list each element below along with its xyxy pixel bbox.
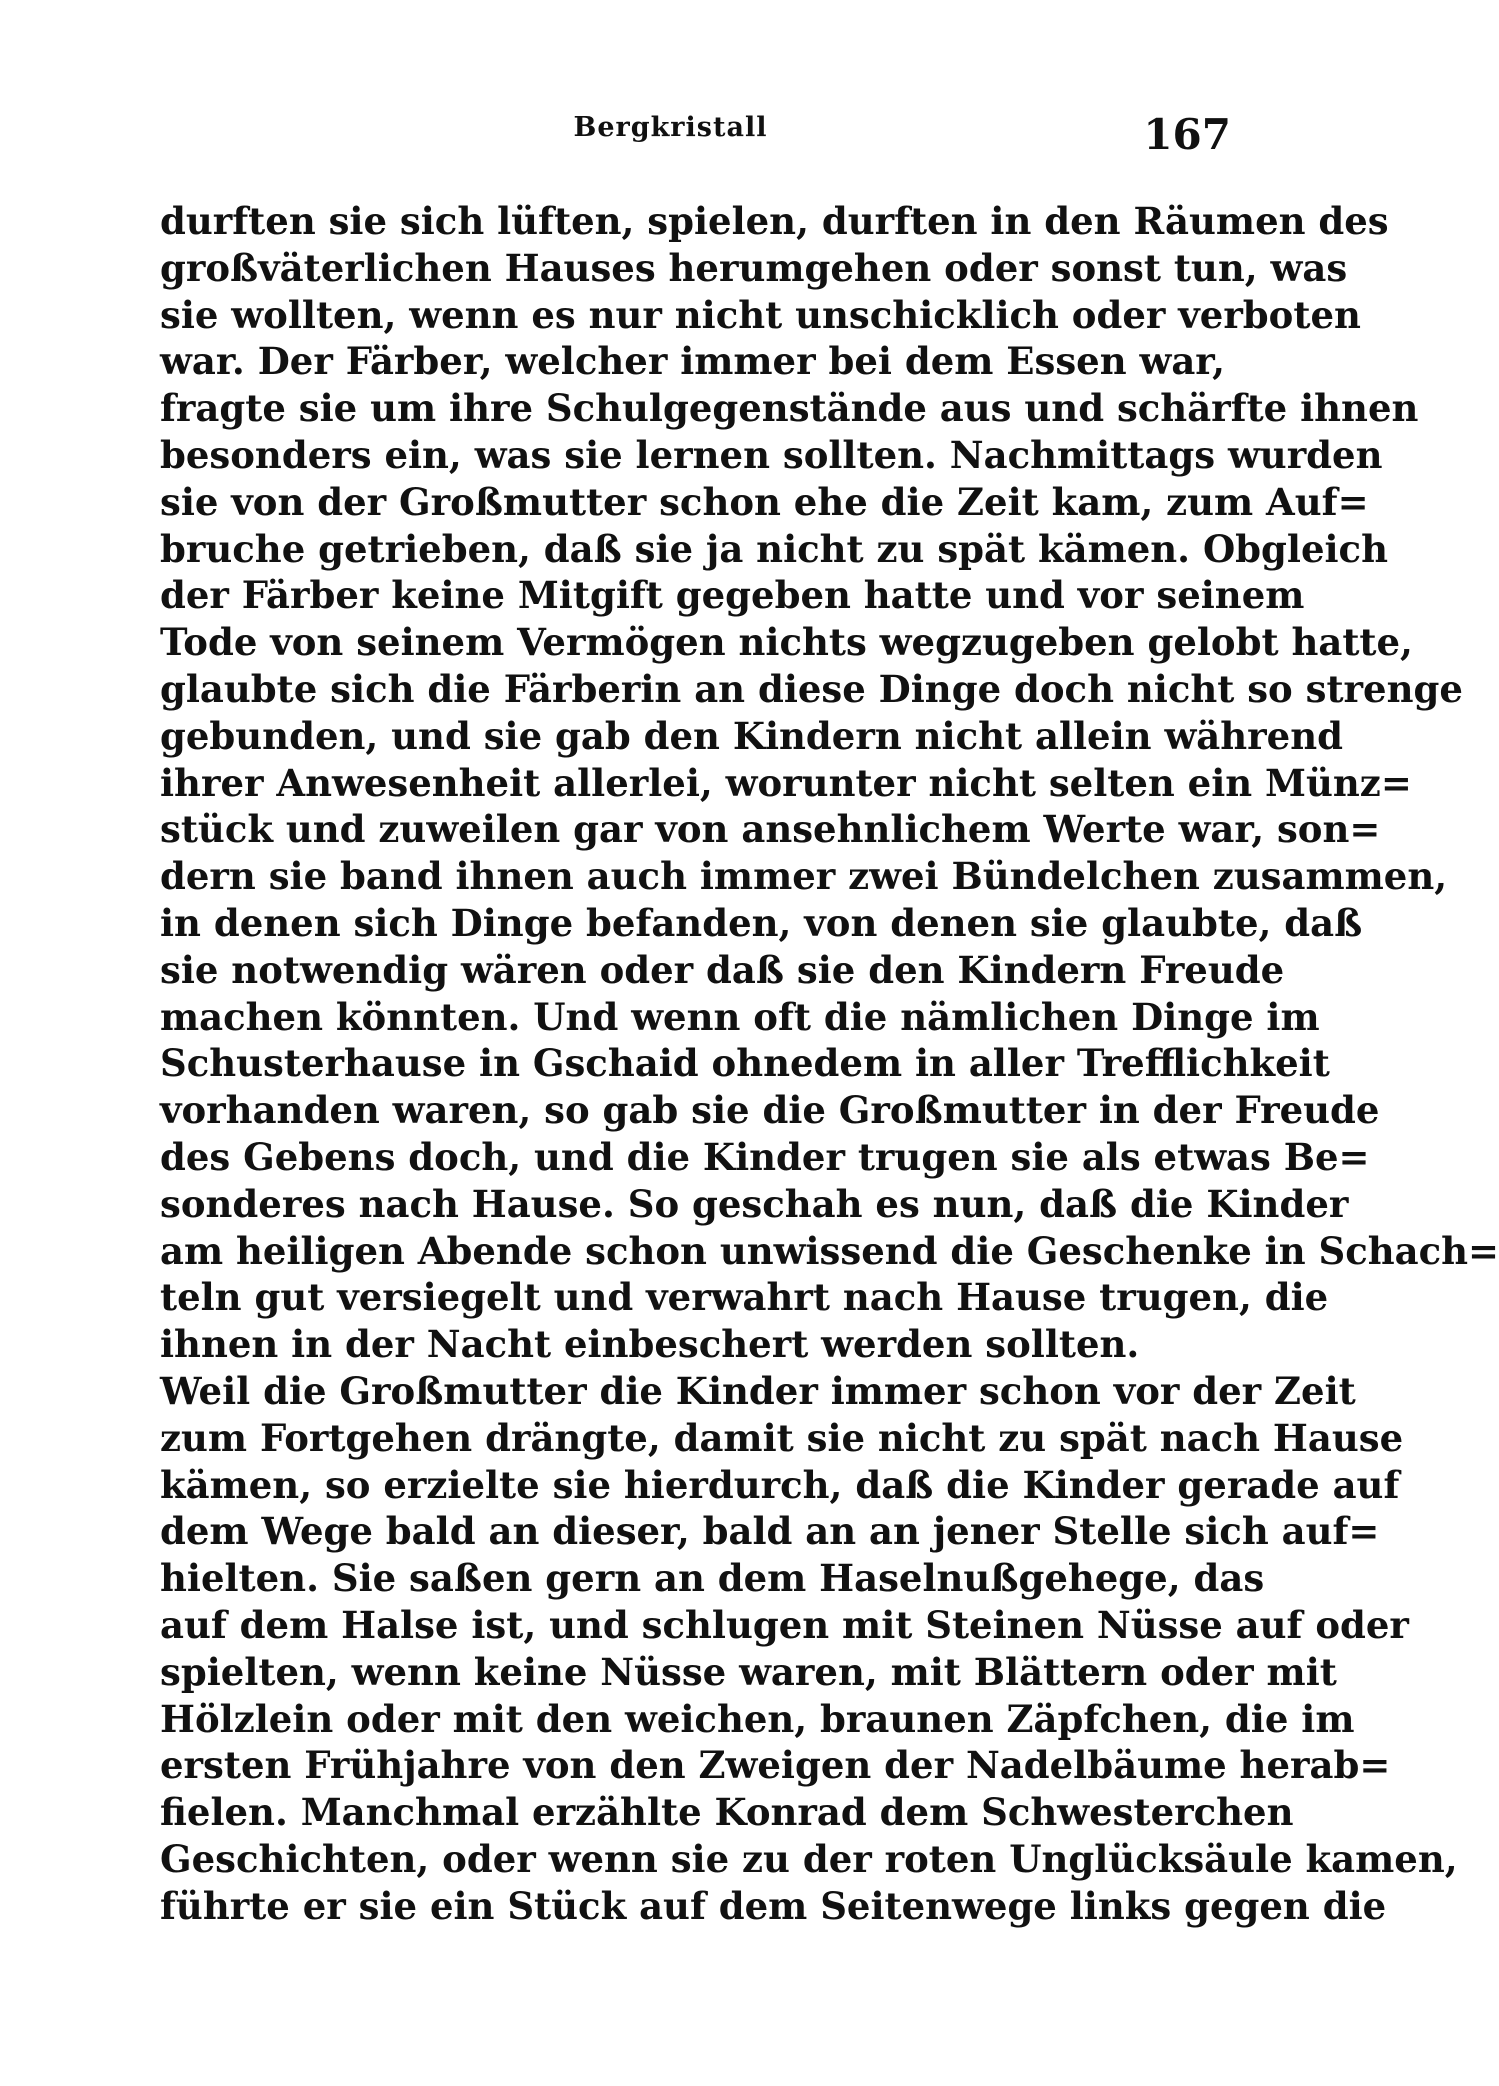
- text-line: sie von der Großmutter schon ehe die Zeit kam, zum Auf=: [160, 479, 1369, 524]
- text-line: besonders ein, was sie lernen sollten. Nachmittags wurden: [160, 432, 1383, 477]
- text-line: Geschichten, oder wenn sie zu der roten Unglücksäule kamen,: [160, 1836, 1458, 1881]
- text-line: großväterlichen Hauses herumgehen oder sonst tun, was: [160, 245, 1348, 290]
- text-line: glaubte sich die Färberin an diese Dinge doch nicht so strenge: [160, 666, 1463, 711]
- text-line: kämen, so erzielte sie hierdurch, daß die Kinder gerade auf: [160, 1462, 1400, 1507]
- text-line: ersten Frühjahre von den Zweigen der Nadelbäume herab=: [160, 1743, 1391, 1788]
- text-line: dern sie band ihnen auch immer zwei Bündelchen zusammen,: [160, 854, 1448, 899]
- text-line: war. Der Färber, welcher immer bei dem Essen war,: [160, 339, 1225, 384]
- body-text: [160, 198, 1499, 1929]
- text-line: am heiligen Abende schon unwissend die Geschenke in Schach=: [160, 1228, 1499, 1273]
- text-line: Schusterhause in Gschaid ohnedem in aller Trefflichkeit: [160, 1041, 1330, 1086]
- text-line: zum Fortgehen drängte, damit sie nicht zu spät nach Hause: [160, 1415, 1404, 1460]
- text-line: gebunden, und sie gab den Kindern nicht allein während: [160, 713, 1343, 758]
- text-line: auf dem Halse ist, und schlugen mit Steinen Nüsse auf oder: [160, 1602, 1409, 1647]
- running-title: Bergkristall: [573, 112, 768, 143]
- text-line: fragte sie um ihre Schulgegenstände aus und schärfte ihnen: [160, 386, 1419, 431]
- text-line: fielen. Manchmal erzählte Konrad dem Schwesterchen: [160, 1790, 1294, 1835]
- text-line: vorhanden waren, so gab sie die Großmutter in der Freude: [160, 1088, 1380, 1133]
- text-line: bruche getrieben, daß sie ja nicht zu spät kämen. Obgleich: [160, 526, 1388, 571]
- text-line: teln gut versiegelt und verwahrt nach Hause trugen, die: [160, 1275, 1329, 1320]
- text-line: des Gebens doch, und die Kinder trugen sie als etwas Be=: [160, 1134, 1370, 1179]
- text-line: Weil die Großmutter die Kinder immer schon vor der Zeit: [160, 1368, 1356, 1413]
- text-line: hielten. Sie saßen gern an dem Haselnußgehege, das: [160, 1556, 1265, 1601]
- text-line: sie wollten, wenn es nur nicht unschicklich oder verboten: [160, 292, 1361, 337]
- text-line: ihnen in der Nacht einbeschert werden sollten.: [160, 1322, 1140, 1367]
- text-line: in denen sich Dinge befanden, von denen sie glaubte, daß: [160, 900, 1363, 945]
- text-line: der Färber keine Mitgift gegeben hatte und vor seinem: [160, 573, 1305, 618]
- text-line: durften sie sich lüften, spielen, durften in den Räumen des: [160, 199, 1389, 243]
- text-line: machen könnten. Und wenn oft die nämlichen Dinge im: [160, 994, 1320, 1039]
- text-line: sie notwendig wären oder daß sie den Kindern Freude: [160, 947, 1285, 992]
- text-line: Tode von seinem Vermögen nichts wegzugeben gelobt hatte,: [160, 620, 1413, 665]
- text-line: führte er sie ein Stück auf dem Seitenwege links gegen die: [160, 1883, 1387, 1928]
- text-line: Hölzlein oder mit den weichen, braunen Zäpfchen, die im: [160, 1696, 1355, 1741]
- text-line: ihrer Anwesenheit allerlei, worunter nicht selten ein Münz=: [160, 760, 1412, 805]
- text-line: spielten, wenn keine Nüsse waren, mit Blättern oder mit: [160, 1649, 1337, 1694]
- text-line: stück und zuweilen gar von ansehnlichem Werte war, son=: [160, 807, 1381, 852]
- page-number: 167: [1143, 110, 1231, 159]
- text-line: sonderes nach Hause. So geschah es nun, daß die Kinder: [160, 1181, 1349, 1226]
- text-line: dem Wege bald an dieser, bald an an jener Stelle sich auf=: [160, 1509, 1380, 1554]
